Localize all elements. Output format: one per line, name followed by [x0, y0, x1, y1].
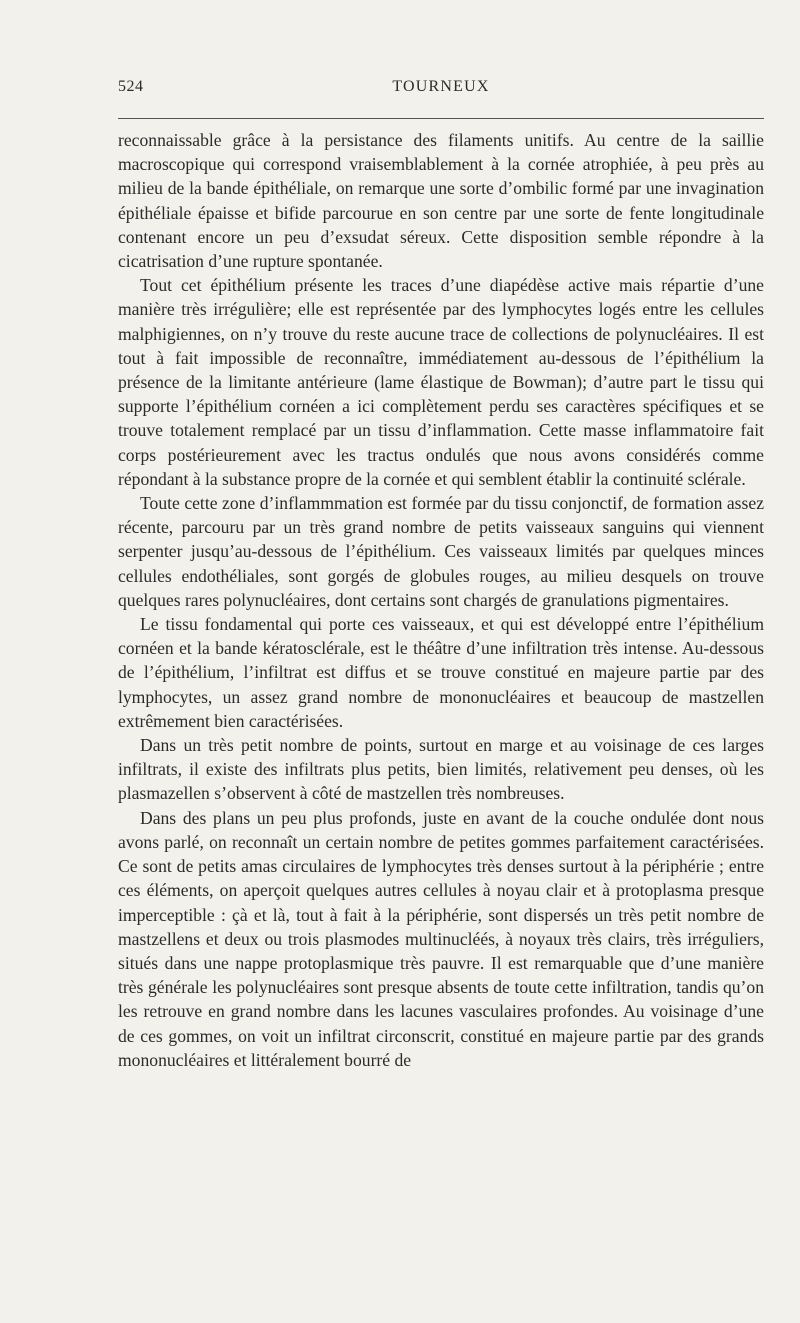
paragraph-fundamental-tissue: Le tissu fondamental qui porte ces vaisseaux, et qui est développé entre l’épithélium cornéen et la bande kératosclérale, est le théâtre d’une infiltration très intense. Au-dessous de l’épithélium, l’infiltrat est diffus et se trouve constitué en majeure partie par des lymphocytes, un assez grand nombre de mononucléaires et beaucoup de mastzellen extrêmement bien caractérisées.: [118, 614, 764, 731]
paragraph-continued: reconnaissable grâce à la persistance des filaments unitifs. Au centre de la saillie macroscopique qui correspond vraisemblablement à la cornée atrophiée, à peu près au milieu de la bande épithéliale, on remarque une sorte d’ombilic formé par une invagination épithéliale épaisse et bifide parcourue en son centre par une sorte de fente longitudinale contenant encore un peu d’exsudat séreux. Cette disposition semble répondre à la cicatrisation d’une rupture spontanée.: [118, 130, 764, 272]
body-text: [118, 128, 764, 1072]
running-head: [118, 78, 764, 102]
paragraph-diapedese: Tout cet épithélium présente les traces d’une diapédèse active mais répartie d’une manière très irrégulière; elle est représentée par des lymphocytes logés entre les cellules malphigiennes, on n’y trouve du reste aucune trace de collections de polynucléaires. Il est tout à fait impossible de reconnaître, immédiatement au-dessous de l’épithélium la présence de la limitante antérieure (lame élastique de Bowman); d’autre part le tissu qui supporte l’épithélium cornéen a ici complètement perdu ses caractères spécifiques et se trouve totalement remplacé par un tissu d’inflammation. Cette masse inflammatoire fait corps postérieurement avec les tractus ondulés que nous avons considérés comme répondant à la substance propre de la cornée et qui semblent établir la continuité sclérale.: [118, 275, 764, 489]
paragraph-inflammation-zone: Toute cette zone d’inflammmation est formée par du tissu conjonctif, de formation assez récente, parcouru par un très grand nombre de petits vaisseaux sanguins qui viennent serpenter jusqu’au-dessous de l’épithélium. Ces vaisseaux limités par quelques minces cellules endothéliales, sont gorgés de globules rouges, au milieu desquels on trouve quelques rares polynucléaires, dont certains sont chargés de granulations pigmentaires.: [118, 493, 764, 610]
running-title: TOURNEUX: [392, 78, 490, 95]
page-number: 524: [118, 78, 144, 95]
paragraph-small-infiltrates: Dans un très petit nombre de points, surtout en marge et au voisinage de ces larges infiltrats, il existe des infiltrats plus petits, bien limités, relativement peu denses, où les plasmazellen s’observent à côté de mastzellen très nombreuses.: [118, 735, 764, 804]
header-rule: [118, 118, 764, 119]
paragraph-gummas: Dans des plans un peu plus profonds, juste en avant de la couche ondulée dont nous avons parlé, on reconnaît un certain nombre de petites gommes parfaitement caractérisées. Ce sont de petits amas circulaires de lymphocytes très denses surtout à la périphérie ; entre ces éléments, on aperçoit quelques autres cellules à noyau clair et à protoplasma presque imperceptible : çà et là, tout à fait à la périphérie, sont dispersés un très petit nombre de mastzellens et deux ou trois plasmodes multinucléés, à noyaux très clairs, très irréguliers, situés dans une nappe protoplasmique très pauvre. Il est remarquable que d’une manière très générale les polynucléaires sont presque absents de toute cette infiltration, tandis qu’on les retrouve en grand nombre dans les lacunes vasculaires profondes. Au voisinage d’une de ces gommes, on voit un infiltrat circonscrit, constitué en majeure partie par des grands mononucléaires et littéralement bourré de: [118, 807, 764, 1070]
